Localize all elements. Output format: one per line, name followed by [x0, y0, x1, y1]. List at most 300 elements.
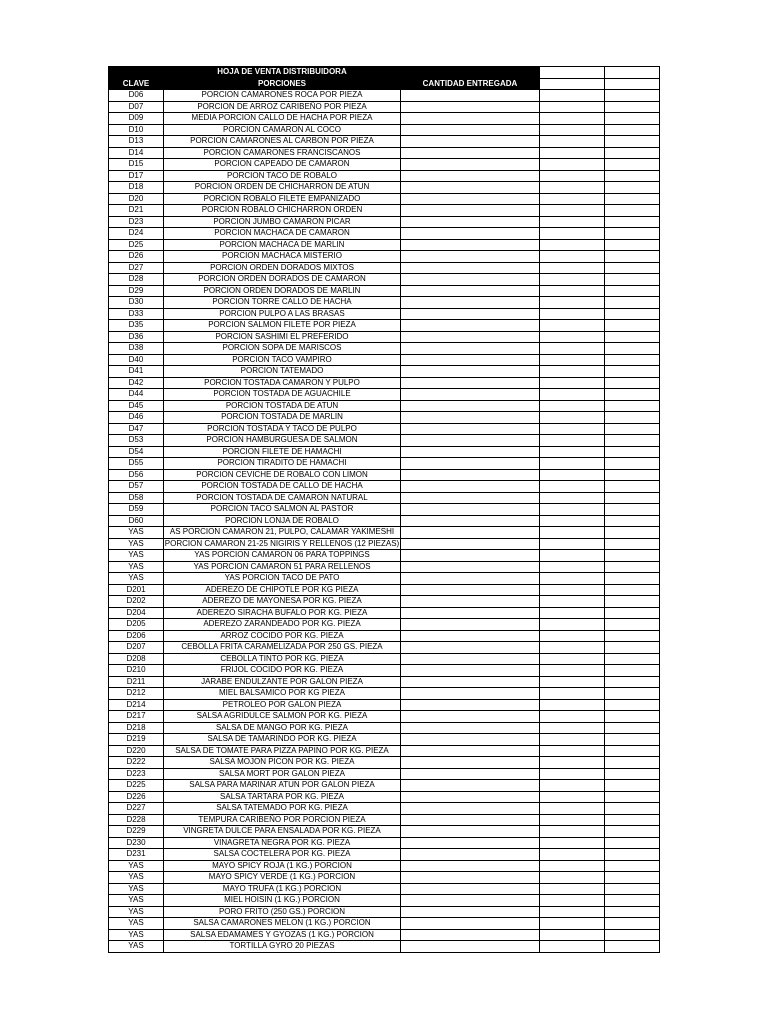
clave-cell: D13 [109, 136, 164, 148]
clave-cell: D207 [109, 642, 164, 654]
extra-cell[interactable] [540, 619, 605, 631]
table-row [109, 550, 660, 562]
extra-cell[interactable] [605, 377, 660, 389]
extra-cell[interactable] [540, 803, 605, 815]
header-blank-cell [109, 67, 164, 79]
cantidad-entregada-cell[interactable] [401, 423, 540, 435]
extra-cell[interactable] [540, 412, 605, 424]
extra-cell[interactable] [605, 803, 660, 815]
cantidad-entregada-cell[interactable] [401, 297, 540, 309]
cantidad-entregada-cell[interactable] [401, 377, 540, 389]
extra-cell[interactable] [605, 216, 660, 228]
extra-column-header[interactable] [605, 67, 660, 79]
extra-cell[interactable] [540, 665, 605, 677]
clave-cell: D25 [109, 239, 164, 251]
extra-cell[interactable] [540, 216, 605, 228]
clave-cell: D20 [109, 193, 164, 205]
extra-cell[interactable] [605, 619, 660, 631]
clave-cell: D46 [109, 412, 164, 424]
extra-cell[interactable] [605, 573, 660, 585]
cantidad-entregada-cell[interactable] [401, 872, 540, 884]
extra-cell[interactable] [605, 389, 660, 401]
extra-cell[interactable] [540, 883, 605, 895]
cantidad-entregada-cell[interactable] [401, 929, 540, 941]
porcion-cell: PORCION MACHACA MISTERIO [164, 251, 401, 263]
table-row [109, 170, 660, 182]
extra-cell[interactable] [540, 251, 605, 263]
cantidad-entregada-cell[interactable] [401, 757, 540, 769]
extra-cell[interactable] [540, 860, 605, 872]
extra-cell[interactable] [540, 688, 605, 700]
extra-cell[interactable] [605, 630, 660, 642]
header-row-columns [109, 78, 660, 90]
extra-cell[interactable] [605, 285, 660, 297]
extra-cell[interactable] [605, 515, 660, 527]
column-header-clave: CLAVE [109, 78, 164, 90]
extra-cell[interactable] [540, 377, 605, 389]
extra-cell[interactable] [540, 630, 605, 642]
cantidad-entregada-cell[interactable] [401, 653, 540, 665]
table-row [109, 239, 660, 251]
cantidad-entregada-cell[interactable] [401, 113, 540, 125]
extra-cell[interactable] [540, 699, 605, 711]
extra-cell[interactable] [605, 699, 660, 711]
extra-cell[interactable] [540, 653, 605, 665]
extra-cell[interactable] [540, 757, 605, 769]
cantidad-entregada-cell[interactable] [401, 320, 540, 332]
clave-cell: D214 [109, 699, 164, 711]
extra-cell[interactable] [540, 285, 605, 297]
table-row [109, 377, 660, 389]
extra-cell[interactable] [605, 550, 660, 562]
extra-cell[interactable] [540, 849, 605, 861]
extra-cell[interactable] [540, 837, 605, 849]
extra-cell[interactable] [605, 584, 660, 596]
cantidad-entregada-cell[interactable] [401, 550, 540, 562]
cantidad-entregada-cell[interactable] [401, 285, 540, 297]
extra-cell[interactable] [540, 147, 605, 159]
table-row [109, 814, 660, 826]
extra-cell[interactable] [540, 596, 605, 608]
table-row [109, 584, 660, 596]
cantidad-entregada-cell[interactable] [401, 538, 540, 550]
extra-cell[interactable] [540, 768, 605, 780]
extra-cell[interactable] [540, 101, 605, 113]
extra-cell[interactable] [540, 400, 605, 412]
extra-cell[interactable] [605, 423, 660, 435]
cantidad-entregada-cell[interactable] [401, 768, 540, 780]
cantidad-entregada-cell[interactable] [401, 837, 540, 849]
clave-cell: D42 [109, 377, 164, 389]
table-row [109, 688, 660, 700]
cantidad-entregada-cell[interactable] [401, 90, 540, 102]
cantidad-entregada-cell[interactable] [401, 826, 540, 838]
extra-cell[interactable] [540, 550, 605, 562]
extra-cell[interactable] [605, 791, 660, 803]
extra-cell[interactable] [540, 722, 605, 734]
table-row [109, 676, 660, 688]
extra-cell[interactable] [540, 136, 605, 148]
cantidad-entregada-cell[interactable] [401, 607, 540, 619]
cantidad-entregada-cell[interactable] [401, 688, 540, 700]
table-row [109, 159, 660, 171]
extra-cell[interactable] [605, 193, 660, 205]
table-row [109, 354, 660, 366]
extra-cell[interactable] [540, 941, 605, 953]
extra-cell[interactable] [540, 320, 605, 332]
extra-cell[interactable] [605, 883, 660, 895]
table-row [109, 895, 660, 907]
extra-cell[interactable] [605, 872, 660, 884]
extra-cell[interactable] [540, 262, 605, 274]
porcion-cell: ADEREZO DE CHIPOTLE POR KG PIEZA [164, 584, 401, 596]
cantidad-entregada-cell[interactable] [401, 251, 540, 263]
extra-cell[interactable] [540, 734, 605, 746]
extra-cell[interactable] [540, 561, 605, 573]
extra-cell[interactable] [605, 481, 660, 493]
extra-cell[interactable] [605, 929, 660, 941]
extra-cell[interactable] [540, 297, 605, 309]
extra-cell[interactable] [605, 596, 660, 608]
porcion-cell: PORCION PULPO A LAS BRASAS [164, 308, 401, 320]
extra-cell[interactable] [540, 791, 605, 803]
extra-cell[interactable] [605, 228, 660, 240]
cantidad-entregada-cell[interactable] [401, 469, 540, 481]
porcion-cell: ADEREZO SIRACHA BUFALO POR KG. PIEZA [164, 607, 401, 619]
cantidad-entregada-cell[interactable] [401, 159, 540, 171]
extra-cell[interactable] [605, 469, 660, 481]
extra-cell[interactable] [540, 492, 605, 504]
extra-cell[interactable] [605, 400, 660, 412]
extra-cell[interactable] [605, 124, 660, 136]
extra-cell[interactable] [540, 159, 605, 171]
clave-cell: D07 [109, 101, 164, 113]
extra-cell[interactable] [605, 826, 660, 838]
cantidad-entregada-cell[interactable] [401, 262, 540, 274]
extra-cell[interactable] [540, 826, 605, 838]
extra-cell[interactable] [540, 274, 605, 286]
extra-cell[interactable] [540, 711, 605, 723]
cantidad-entregada-cell[interactable] [401, 699, 540, 711]
extra-cell[interactable] [540, 389, 605, 401]
table-row [109, 826, 660, 838]
extra-cell[interactable] [605, 308, 660, 320]
clave-cell: D29 [109, 285, 164, 297]
porcion-cell: ADEREZO DE MAYONESA POR KG. PIEZA [164, 596, 401, 608]
cantidad-entregada-cell[interactable] [401, 239, 540, 251]
cantidad-entregada-cell[interactable] [401, 147, 540, 159]
cantidad-entregada-cell[interactable] [401, 860, 540, 872]
extra-cell[interactable] [540, 527, 605, 539]
cantidad-entregada-cell[interactable] [401, 883, 540, 895]
extra-cell[interactable] [605, 918, 660, 930]
porcion-cell: SALSA EDAMAMES Y GYOZAS (1 KG.) PORCION [164, 929, 401, 941]
extra-cell[interactable] [605, 757, 660, 769]
clave-cell: D222 [109, 757, 164, 769]
cantidad-entregada-cell[interactable] [401, 573, 540, 585]
table-row [109, 308, 660, 320]
cantidad-entregada-cell[interactable] [401, 354, 540, 366]
cantidad-entregada-cell[interactable] [401, 803, 540, 815]
extra-column-header[interactable] [605, 78, 660, 90]
cantidad-entregada-cell[interactable] [401, 205, 540, 217]
table-row [109, 320, 660, 332]
extra-column-header[interactable] [540, 67, 605, 79]
cantidad-entregada-cell[interactable] [401, 527, 540, 539]
extra-cell[interactable] [605, 366, 660, 378]
clave-cell: YAS [109, 895, 164, 907]
cantidad-entregada-cell[interactable] [401, 849, 540, 861]
table-row [109, 262, 660, 274]
cantidad-entregada-cell[interactable] [401, 814, 540, 826]
cantidad-entregada-cell[interactable] [401, 228, 540, 240]
extra-cell[interactable] [605, 412, 660, 424]
extra-cell[interactable] [605, 561, 660, 573]
cantidad-entregada-cell[interactable] [401, 492, 540, 504]
extra-cell[interactable] [540, 872, 605, 884]
extra-cell[interactable] [605, 860, 660, 872]
extra-cell[interactable] [540, 308, 605, 320]
extra-cell[interactable] [540, 90, 605, 102]
clave-cell: D26 [109, 251, 164, 263]
cantidad-entregada-cell[interactable] [401, 136, 540, 148]
extra-cell[interactable] [605, 688, 660, 700]
extra-cell[interactable] [605, 711, 660, 723]
cantidad-entregada-cell[interactable] [401, 481, 540, 493]
extra-cell[interactable] [605, 101, 660, 113]
extra-cell[interactable] [540, 182, 605, 194]
cantidad-entregada-cell[interactable] [401, 124, 540, 136]
table-body [109, 90, 660, 953]
cantidad-entregada-cell[interactable] [401, 446, 540, 458]
clave-cell: D47 [109, 423, 164, 435]
clave-cell: D218 [109, 722, 164, 734]
porcion-cell: FRIJOL COCIDO POR KG. PIEZA [164, 665, 401, 677]
extra-cell[interactable] [540, 780, 605, 792]
extra-cell[interactable] [605, 906, 660, 918]
cantidad-entregada-cell[interactable] [401, 193, 540, 205]
porcion-cell: PORCION CAMARONES FRANCISCANOS [164, 147, 401, 159]
clave-cell: D57 [109, 481, 164, 493]
extra-cell[interactable] [605, 331, 660, 343]
extra-cell[interactable] [605, 159, 660, 171]
table-row [109, 101, 660, 113]
extra-cell[interactable] [605, 354, 660, 366]
extra-cell[interactable] [540, 906, 605, 918]
extra-cell[interactable] [605, 849, 660, 861]
extra-cell[interactable] [540, 193, 605, 205]
cantidad-entregada-cell[interactable] [401, 389, 540, 401]
extra-cell[interactable] [540, 895, 605, 907]
clave-cell: D208 [109, 653, 164, 665]
extra-cell[interactable] [605, 147, 660, 159]
cantidad-entregada-cell[interactable] [401, 780, 540, 792]
cantidad-entregada-cell[interactable] [401, 400, 540, 412]
extra-cell[interactable] [540, 113, 605, 125]
extra-cell[interactable] [540, 354, 605, 366]
extra-cell[interactable] [605, 745, 660, 757]
extra-column-header[interactable] [540, 78, 605, 90]
extra-cell[interactable] [540, 929, 605, 941]
cantidad-entregada-cell[interactable] [401, 343, 540, 355]
extra-cell[interactable] [540, 423, 605, 435]
cantidad-entregada-cell[interactable] [401, 515, 540, 527]
extra-cell[interactable] [605, 734, 660, 746]
cantidad-entregada-cell[interactable] [401, 895, 540, 907]
cantidad-entregada-cell[interactable] [401, 642, 540, 654]
extra-cell[interactable] [540, 435, 605, 447]
extra-cell[interactable] [605, 492, 660, 504]
clave-cell: D58 [109, 492, 164, 504]
porcion-cell: YAS PORCION CAMARON 06 PARA TOPPINGS [164, 550, 401, 562]
cantidad-entregada-cell[interactable] [401, 216, 540, 228]
extra-cell[interactable] [540, 446, 605, 458]
extra-cell[interactable] [605, 538, 660, 550]
extra-cell[interactable] [605, 205, 660, 217]
extra-cell[interactable] [605, 458, 660, 470]
extra-cell[interactable] [605, 780, 660, 792]
cantidad-entregada-cell[interactable] [401, 906, 540, 918]
table-row [109, 343, 660, 355]
header-row-title [109, 67, 660, 79]
table-row [109, 297, 660, 309]
extra-cell[interactable] [605, 722, 660, 734]
table-row [109, 941, 660, 953]
extra-cell[interactable] [605, 665, 660, 677]
header-blank-cell [401, 67, 540, 79]
cantidad-entregada-cell[interactable] [401, 308, 540, 320]
cantidad-entregada-cell[interactable] [401, 941, 540, 953]
extra-cell[interactable] [540, 331, 605, 343]
extra-cell[interactable] [540, 745, 605, 757]
cantidad-entregada-cell[interactable] [401, 745, 540, 757]
extra-cell[interactable] [540, 366, 605, 378]
extra-cell[interactable] [605, 895, 660, 907]
extra-cell[interactable] [605, 504, 660, 516]
cantidad-entregada-cell[interactable] [401, 366, 540, 378]
porcion-cell: SALSA CAMARONES MELON (1 KG.) PORCION [164, 918, 401, 930]
clave-cell: D56 [109, 469, 164, 481]
cantidad-entregada-cell[interactable] [401, 101, 540, 113]
extra-cell[interactable] [540, 584, 605, 596]
extra-cell[interactable] [540, 124, 605, 136]
porcion-cell: SALSA COCTELERA POR KG. PIEZA [164, 849, 401, 861]
extra-cell[interactable] [605, 446, 660, 458]
cantidad-entregada-cell[interactable] [401, 561, 540, 573]
extra-cell[interactable] [540, 170, 605, 182]
extra-cell[interactable] [605, 90, 660, 102]
extra-cell[interactable] [605, 435, 660, 447]
extra-cell[interactable] [605, 297, 660, 309]
table-row [109, 734, 660, 746]
cantidad-entregada-cell[interactable] [401, 412, 540, 424]
extra-cell[interactable] [540, 205, 605, 217]
extra-cell[interactable] [540, 343, 605, 355]
cantidad-entregada-cell[interactable] [401, 619, 540, 631]
extra-cell[interactable] [540, 481, 605, 493]
porcion-cell: PORCION TOSTADA DE ATUN [164, 400, 401, 412]
clave-cell: YAS [109, 906, 164, 918]
clave-cell: D223 [109, 768, 164, 780]
porcion-cell: PORCION LONJA DE ROBALO [164, 515, 401, 527]
extra-cell[interactable] [540, 676, 605, 688]
cantidad-entregada-cell[interactable] [401, 665, 540, 677]
extra-cell[interactable] [605, 837, 660, 849]
extra-cell[interactable] [605, 768, 660, 780]
cantidad-entregada-cell[interactable] [401, 722, 540, 734]
extra-cell[interactable] [540, 469, 605, 481]
extra-cell[interactable] [540, 228, 605, 240]
cantidad-entregada-cell[interactable] [401, 331, 540, 343]
extra-cell[interactable] [605, 170, 660, 182]
table-row [109, 412, 660, 424]
extra-cell[interactable] [605, 653, 660, 665]
table-row [109, 872, 660, 884]
cantidad-entregada-cell[interactable] [401, 584, 540, 596]
extra-cell[interactable] [605, 262, 660, 274]
porcion-cell: PORCION CAMARON AL COCO [164, 124, 401, 136]
extra-cell[interactable] [605, 182, 660, 194]
cantidad-entregada-cell[interactable] [401, 170, 540, 182]
porcion-cell: AS PORCION CAMARON 21, PULPO, CALAMAR YAKIMESHI [164, 527, 401, 539]
extra-cell[interactable] [540, 504, 605, 516]
cantidad-entregada-cell[interactable] [401, 791, 540, 803]
extra-cell[interactable] [540, 538, 605, 550]
cantidad-entregada-cell[interactable] [401, 711, 540, 723]
extra-cell[interactable] [540, 239, 605, 251]
cantidad-entregada-cell[interactable] [401, 918, 540, 930]
extra-cell[interactable] [605, 814, 660, 826]
extra-cell[interactable] [605, 527, 660, 539]
extra-cell[interactable] [540, 573, 605, 585]
porcion-cell: ADEREZO ZARANDEADO POR KG. PIEZA [164, 619, 401, 631]
clave-cell: D210 [109, 665, 164, 677]
clave-cell: D09 [109, 113, 164, 125]
cantidad-entregada-cell[interactable] [401, 435, 540, 447]
extra-cell[interactable] [605, 676, 660, 688]
cantidad-entregada-cell[interactable] [401, 182, 540, 194]
clave-cell: D225 [109, 780, 164, 792]
table-row [109, 929, 660, 941]
cantidad-entregada-cell[interactable] [401, 458, 540, 470]
cantidad-entregada-cell[interactable] [401, 630, 540, 642]
cantidad-entregada-cell[interactable] [401, 734, 540, 746]
extra-cell[interactable] [540, 515, 605, 527]
extra-cell[interactable] [540, 642, 605, 654]
extra-cell[interactable] [605, 941, 660, 953]
extra-cell[interactable] [605, 274, 660, 286]
extra-cell[interactable] [605, 320, 660, 332]
table-row [109, 596, 660, 608]
cantidad-entregada-cell[interactable] [401, 676, 540, 688]
extra-cell[interactable] [605, 251, 660, 263]
cantidad-entregada-cell[interactable] [401, 596, 540, 608]
extra-cell[interactable] [605, 343, 660, 355]
table-row [109, 768, 660, 780]
extra-cell[interactable] [540, 814, 605, 826]
extra-cell[interactable] [540, 458, 605, 470]
extra-cell[interactable] [540, 918, 605, 930]
table-row [109, 561, 660, 573]
extra-cell[interactable] [540, 607, 605, 619]
cantidad-entregada-cell[interactable] [401, 504, 540, 516]
extra-cell[interactable] [605, 642, 660, 654]
extra-cell[interactable] [605, 113, 660, 125]
extra-cell[interactable] [605, 136, 660, 148]
extra-cell[interactable] [605, 607, 660, 619]
cantidad-entregada-cell[interactable] [401, 274, 540, 286]
extra-cell[interactable] [605, 239, 660, 251]
